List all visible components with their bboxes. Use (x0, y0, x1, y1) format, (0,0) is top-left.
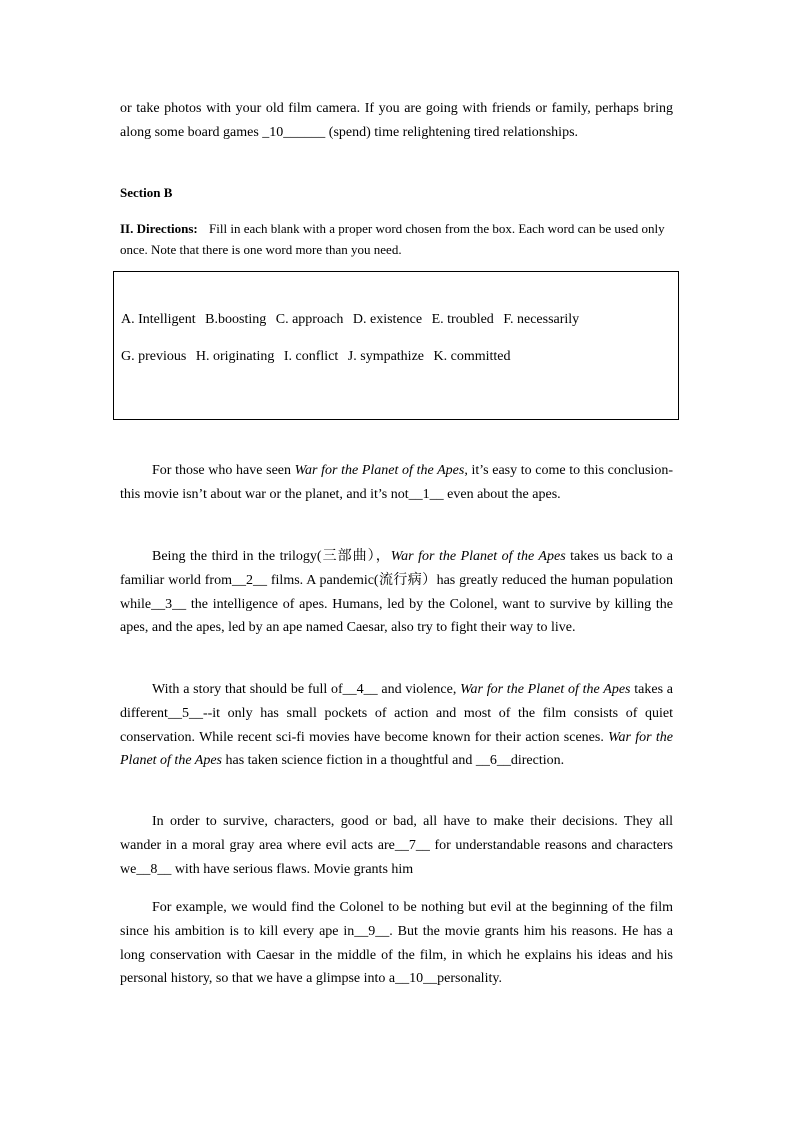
paragraph-text: takes us back to a familiar world from__2__ films. A pandemic(流行病）has greatly reduced the human population while__3__ the intelligence of apes. Humans, led by the Colonel, want to survive by killing the apes, and the apes, led by an ape named Caesar, also try to fight their way to live. (120, 549, 673, 636)
paragraph-4: In order to survive, characters, good or bad, all have to make their decisions. They all wander in a moral gray area where evil acts are__7__ for understandable reasons and characters we__8__ with have serious flaws. Movie grants him (120, 814, 673, 877)
word-option: H. originating (195, 349, 275, 364)
directions (120, 218, 676, 260)
paragraph-text: For those who have seen (152, 463, 295, 478)
word-box-row-2 (121, 349, 517, 365)
word-option: I. conflict (283, 349, 339, 364)
paragraph-text: takes a different__5__--it only has small pockets of action and most of the film consists of quiet conservation. While recent sci-fi movies have become known for their action scenes. (120, 682, 673, 745)
word-box-row-1 (121, 312, 585, 328)
paragraph-1 (120, 459, 673, 507)
paragraph-text: , it’s easy to come to this conclusion- this movie isn’t about war or the planet, and it’s not__1__ even about the apes. (120, 463, 673, 502)
word-option: F. necessarily (503, 312, 580, 327)
film-title: War for the Planet of the Apes (120, 729, 673, 769)
film-title: War for the Planet of the Apes (460, 682, 631, 697)
directions-text: Fill in each blank with a proper word chosen from the box. Each word can be used only once. Note that there is one word more than you need. (120, 221, 665, 257)
paragraph-text: Being the third in the trilogy(三部曲）， (152, 549, 391, 564)
word-option: A. Intelligent (121, 312, 196, 327)
word-box (113, 271, 679, 420)
word-option: G. previous (121, 349, 187, 364)
paragraph-text: has taken science fiction in a thoughtful and __6__direction. (222, 753, 565, 769)
paragraph-2 (120, 545, 673, 640)
section-label: Section B (120, 185, 173, 200)
word-option: D. existence (352, 312, 423, 327)
word-option: C. approach (275, 312, 344, 327)
paragraph-text: With a story that should be full of__4__ and violence, (152, 682, 461, 697)
paragraph-3 (120, 678, 673, 773)
directions-label: II. Directions: (120, 221, 198, 236)
film-title: War for the Planet of the Apes (390, 549, 566, 564)
word-option: K. committed (433, 349, 511, 364)
paragraph-5: For example, we would find the Colonel to be nothing but evil at the beginning of the film since his ambition is to kill every ape in__9__. But the movie grants him his reasons. He has a long conservation with Caesar in the middle of the film, in which he explains his ideas and his personal history, so that we have a glimpse into a__10__personality. (120, 900, 673, 987)
top-paragraph: or take photos with your old film camera. If you are going with friends or family, perhaps bring along some board games _10______ (spend) time relightening tired relationships. (120, 101, 673, 140)
word-option: J. sympathize (347, 349, 425, 364)
film-title: War for the Planet of the Apes (294, 463, 465, 478)
word-option: B.boosting (205, 312, 267, 327)
word-option: E. troubled (431, 312, 494, 327)
